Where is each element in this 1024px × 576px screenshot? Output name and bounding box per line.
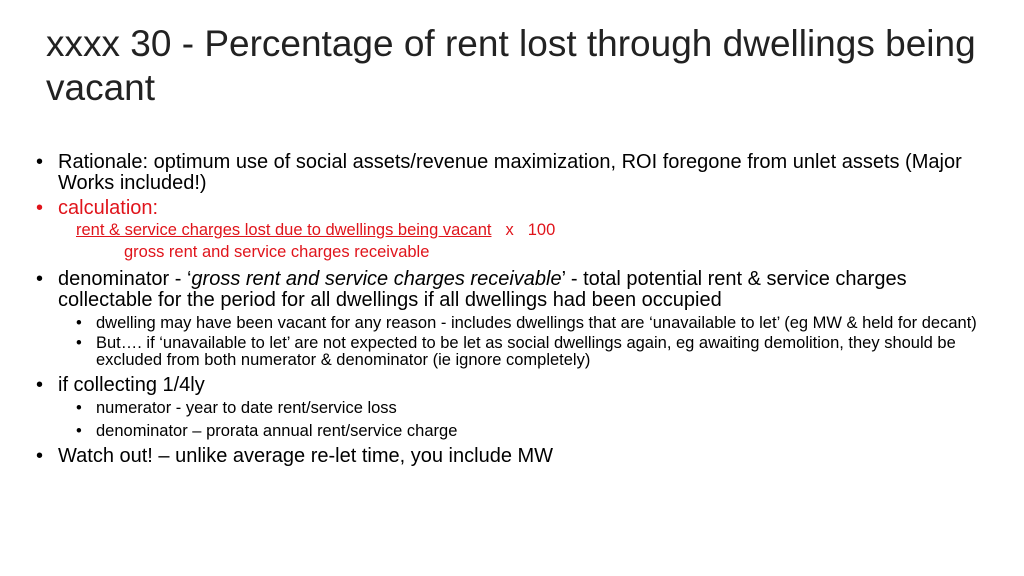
sub-bullet-vacant-reason	[30, 315, 1000, 332]
bullet-icon: •	[36, 151, 44, 173]
calculation-denominator: gross rent and service charges receivable	[124, 243, 430, 261]
denominator-prefix: denominator - ‘	[58, 268, 192, 290]
calculation-times: x	[505, 221, 514, 239]
bullet-text: numerator - year to date rent/service loss	[96, 399, 397, 417]
bullet-icon: •	[76, 399, 82, 417]
bullet-icon: •	[76, 334, 82, 352]
bullet-watchout	[30, 446, 1000, 467]
bullet-text: dwelling may have been vacant for any reason - includes dwellings that are ‘unavailable to let’ (eg MW & held for decant)	[96, 314, 977, 332]
slide-body	[30, 152, 1000, 471]
bullet-text: Rationale: optimum use of social assets/revenue maximization, ROI foregone from unlet assets (Major Works included!)	[58, 151, 962, 194]
bullet-icon: •	[36, 197, 44, 219]
bullet-rationale	[30, 152, 1000, 194]
sub-bullet-numerator	[30, 400, 1000, 417]
bullet-icon: •	[76, 314, 82, 332]
bullet-icon: •	[76, 422, 82, 440]
bullet-text: denominator – prorata annual rent/service charge	[96, 422, 458, 440]
bullet-text: Watch out! – unlike average re-let time, you include MW	[58, 445, 554, 467]
bullet-denominator	[30, 269, 1000, 311]
calculation-numerator: rent & service charges lost due to dwellings being vacant	[76, 221, 492, 239]
bullet-text: if collecting 1/4ly	[58, 374, 205, 396]
sub-bullet-denominator	[30, 423, 1000, 440]
bullet-icon: •	[36, 268, 44, 290]
sub-bullet-unavailable	[30, 335, 1000, 369]
bullet-icon: •	[36, 445, 44, 467]
bullet-text: But…. if ‘unavailable to let’ are not expected to be let as social dwellings again, eg awaiting demolition, they should be excluded from both numerator & denominator (ie ignore completely)	[96, 334, 956, 369]
calculation-numerator-line	[30, 219, 1000, 241]
denominator-suffix: ’ - total potential rent & service charges collectable for the period for all dwellings if all dwellings had been occupied	[58, 268, 907, 311]
bullet-calculation	[30, 198, 1000, 219]
calculation-factor: 100	[527, 221, 556, 239]
bullet-icon: •	[36, 374, 44, 396]
bullet-quarterly	[30, 375, 1000, 396]
denominator-italic: gross rent and service charges receivable	[191, 268, 562, 290]
bullet-text: calculation:	[58, 197, 159, 219]
slide-title: xxxx 30 - Percentage of rent lost through dwellings being vacant	[46, 23, 976, 108]
